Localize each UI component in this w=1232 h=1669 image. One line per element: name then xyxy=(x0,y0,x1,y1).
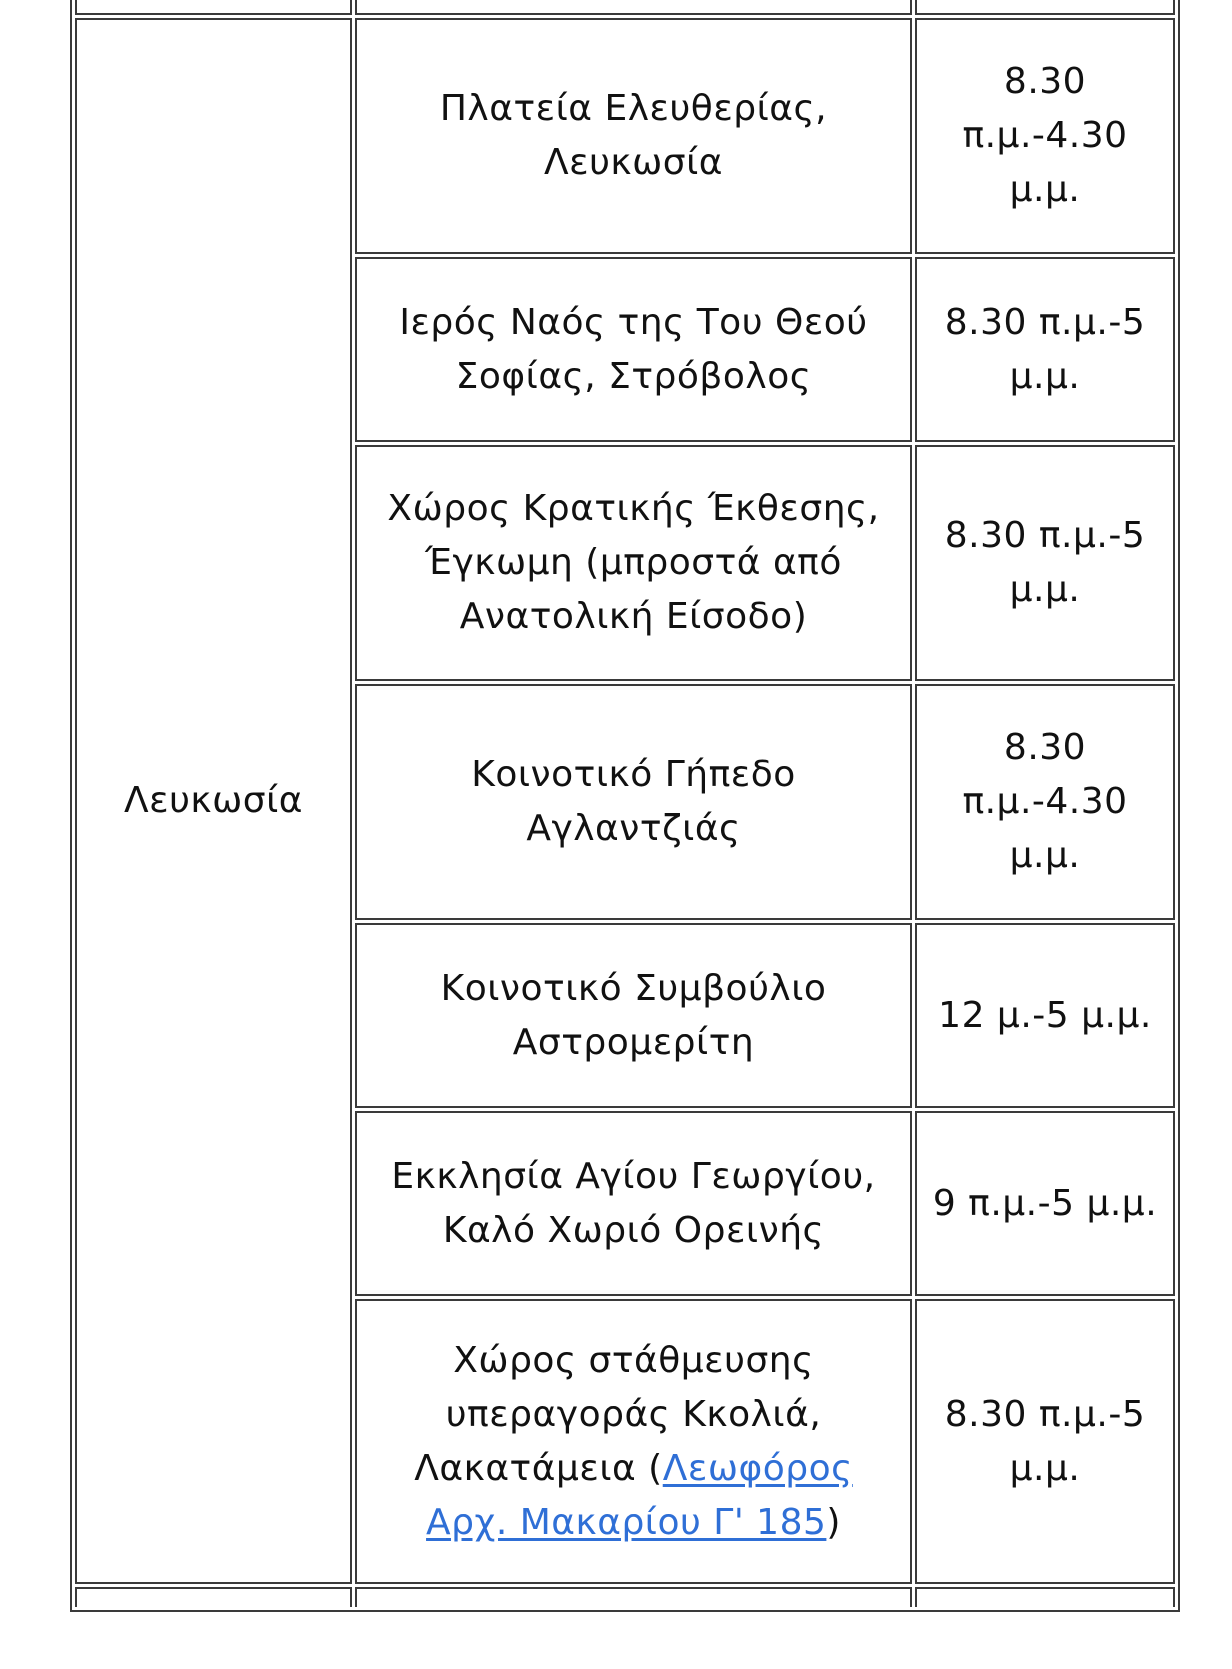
hours-line: 9 π.μ.-5 μ.μ. xyxy=(932,1182,1158,1224)
hours-line: μ.μ. xyxy=(1009,569,1081,610)
location-line: Αστρομερίτη xyxy=(512,1021,755,1063)
table-row xyxy=(75,18,1175,254)
location-line: Αγλαντζιάς xyxy=(526,808,741,849)
district-cell xyxy=(75,18,352,1584)
hours-line: π.μ.-4.30 xyxy=(962,115,1128,156)
location-line: Εκκλησία Αγίου Γεωργίου, xyxy=(391,1155,876,1197)
table-cell-empty xyxy=(915,0,1175,15)
location-cell xyxy=(355,257,912,442)
address-link[interactable]: Λεωφόρος xyxy=(662,1447,853,1489)
hours-line: 8.30 xyxy=(1003,61,1087,102)
hours-line: 12 μ.-5 μ.μ. xyxy=(938,994,1152,1036)
location-line: Καλό Χωριό Ορεινής xyxy=(442,1209,825,1251)
location-line: Λευκωσία xyxy=(543,142,723,183)
hours-line: μ.μ. xyxy=(1009,835,1081,876)
location-cell xyxy=(355,923,912,1108)
location-cell xyxy=(355,445,912,681)
hours-line: 8.30 π.μ.-5 xyxy=(944,301,1146,343)
table-cell-empty xyxy=(75,0,352,15)
hours-line: 8.30 xyxy=(1003,727,1087,768)
hours-cell xyxy=(915,1111,1175,1296)
table-row-partial-top xyxy=(75,0,1175,15)
location-line: Χώρος στάθμευσης xyxy=(453,1339,814,1381)
location-line: Κοινοτικό Συμβούλιο xyxy=(440,967,827,1009)
hours-line: μ.μ. xyxy=(1009,169,1081,210)
location-text: Λακατάμεια ( xyxy=(414,1447,663,1489)
location-line: Ανατολική Είσοδο) xyxy=(459,596,808,637)
location-cell xyxy=(355,684,912,920)
location-line xyxy=(365,1442,902,1496)
location-cell xyxy=(355,18,912,254)
district-label: Λευκωσία xyxy=(123,780,303,821)
hours-line: μ.μ. xyxy=(1009,355,1081,397)
table-cell-empty xyxy=(915,1587,1175,1607)
location-line: Έγκωμη (μπροστά από xyxy=(425,542,842,583)
address-link-continued[interactable]: Αρχ. Μακαρίου Γ' 185 xyxy=(426,1501,827,1543)
location-cell xyxy=(355,1111,912,1296)
hours-line: π.μ.-4.30 xyxy=(962,781,1128,822)
table-cell-empty xyxy=(355,1587,912,1607)
location-cell xyxy=(355,1299,912,1584)
location-line: Σοφίας, Στρόβολος xyxy=(455,355,812,397)
hours-cell xyxy=(915,18,1175,254)
hours-cell xyxy=(915,923,1175,1108)
location-line: Κοινοτικό Γήπεδο xyxy=(471,754,796,795)
location-line: Ιερός Ναός της Του Θεού xyxy=(399,301,868,343)
location-line: υπεραγοράς Κκολιά, xyxy=(445,1393,822,1435)
hours-line: 8.30 π.μ.-5 xyxy=(944,1393,1146,1435)
table-row-partial-bottom xyxy=(75,1587,1175,1607)
location-line: Πλατεία Ελευθερίας, xyxy=(439,88,828,129)
vaccination-schedule-table xyxy=(70,0,1180,1612)
location-line xyxy=(365,1496,902,1550)
hours-cell xyxy=(915,257,1175,442)
hours-cell xyxy=(915,445,1175,681)
location-line: Χώρος Κρατικής Έκθεσης, xyxy=(387,488,880,529)
hours-cell xyxy=(915,684,1175,920)
hours-line: μ.μ. xyxy=(1009,1447,1081,1489)
location-text: ) xyxy=(826,1501,841,1543)
hours-line: 8.30 π.μ.-5 xyxy=(944,515,1146,556)
table-cell-empty xyxy=(355,0,912,15)
table-cell-empty xyxy=(75,1587,352,1607)
hours-cell xyxy=(915,1299,1175,1584)
